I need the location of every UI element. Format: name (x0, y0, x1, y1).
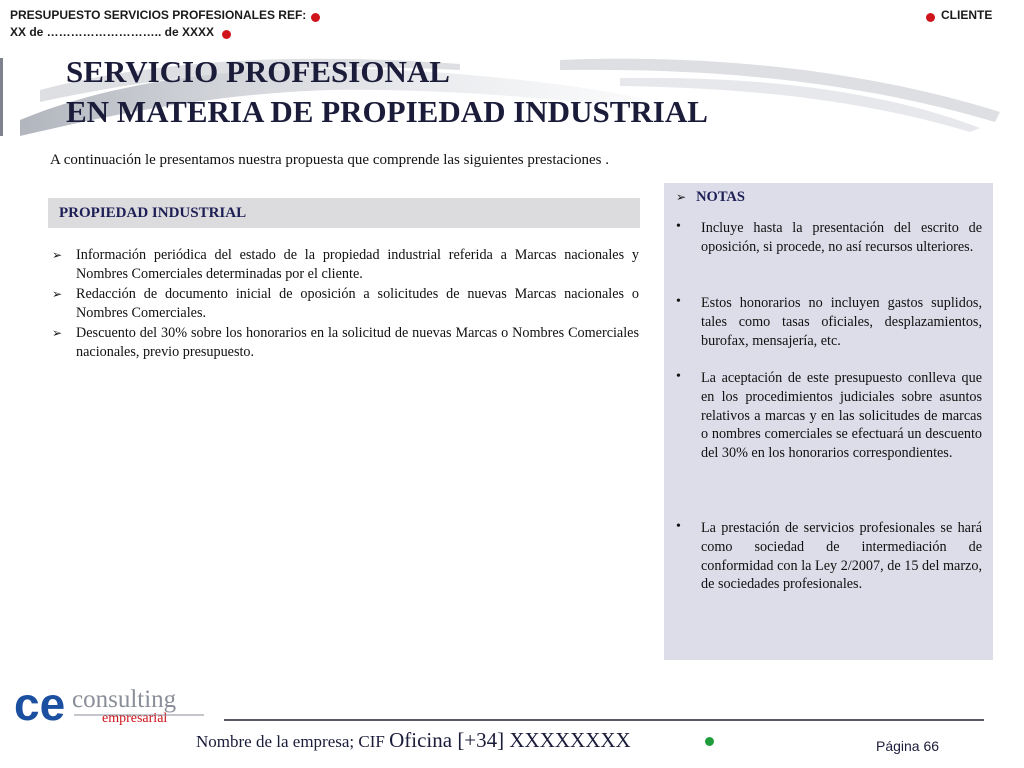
footer-company (196, 728, 631, 753)
red-marker-icon (311, 13, 320, 22)
list-item (52, 324, 639, 362)
bullet-dot-icon: • (676, 294, 681, 309)
header-client-label: CLIENTE (941, 8, 993, 22)
note-item: La aceptación de este presupuesto conlleva que en los procedimientos judiciales sobre asuntos relativos a marcas y en las solicitudes de marcas o nombres comerciales se efectuará un descuento del 30% en los honorarios correspondientes. (701, 370, 982, 462)
footer-office-phone: Oficina [+34] XXXXXXXX (389, 728, 631, 752)
service-list (52, 246, 639, 363)
bullet-dot-icon: • (676, 219, 681, 234)
title-line-1: SERVICIO PROFESIONAL (66, 54, 450, 89)
arrow-bullet-icon: ➢ (52, 326, 63, 340)
list-item-text: Redacción de documento inicial de oposición a solicitudes de nuevas Marcas nacionales o Nombres Comerciales. (76, 286, 639, 321)
ce-consulting-logo (14, 682, 214, 730)
bullet-dot-icon: • (676, 519, 681, 534)
header-date-text: XX de ……………………….. de XXXX (10, 25, 215, 39)
section-heading: PROPIEDAD INDUSTRIAL (48, 198, 640, 228)
list-item (52, 285, 639, 323)
page-title (66, 52, 708, 132)
notes-panel (664, 183, 993, 660)
notes-heading (676, 189, 745, 206)
note-item: Incluye hasta la presentación del escrito de oposición, si procede, no así recursos ulteriores. (701, 220, 982, 255)
page-number: Página 66 (876, 738, 940, 754)
bullet-dot-icon: • (676, 369, 681, 384)
arrow-bullet-icon: ➢ (52, 248, 63, 262)
list-item-text: Información periódica del estado de la propiedad industrial referida a Marcas nacionales y Nombres Comerciales determinadas por el cliente. (76, 247, 639, 282)
list-item-text: Descuento del 30% sobre los honorarios en la solicitud de nuevas Marcas o Nombres Comerciales nacionales, previo presupuesto. (76, 325, 639, 360)
notes-heading-label: NOTAS (696, 189, 745, 205)
list-item (52, 246, 639, 284)
red-marker-icon (222, 30, 231, 39)
logo-word-empresarial: empresarial (102, 711, 168, 726)
footer-company-name: Nombre de la empresa; CIF (196, 732, 390, 751)
arrow-bullet-icon: ➢ (52, 287, 63, 301)
note-item: La prestación de servicios profesionales se hará como sociedad de intermediación de conformidad con la Ley 2/2007, de 15 del marzo, de sociedades profesionales. (701, 520, 982, 593)
logo-mark: ce (14, 682, 66, 730)
footer-divider (224, 719, 984, 721)
logo-word-consulting: consulting (72, 686, 177, 713)
arrow-bullet-icon: ➢ (676, 190, 687, 204)
green-marker-icon (705, 737, 714, 746)
intro-text: A continuación le presentamos nuestra propuesta que comprende las siguientes prestaciones . (50, 152, 609, 168)
red-marker-icon (926, 13, 935, 22)
note-item: Estos honorarios no incluyen gastos suplidos, tales como tasas oficiales, desplazamientos, burofax, mensajería, etc. (701, 295, 982, 349)
header-ref-text: PRESUPUESTO SERVICIOS PROFESIONALES REF: (10, 8, 307, 22)
title-line-2: EN MATERIA DE PROPIEDAD INDUSTRIAL (66, 94, 708, 129)
